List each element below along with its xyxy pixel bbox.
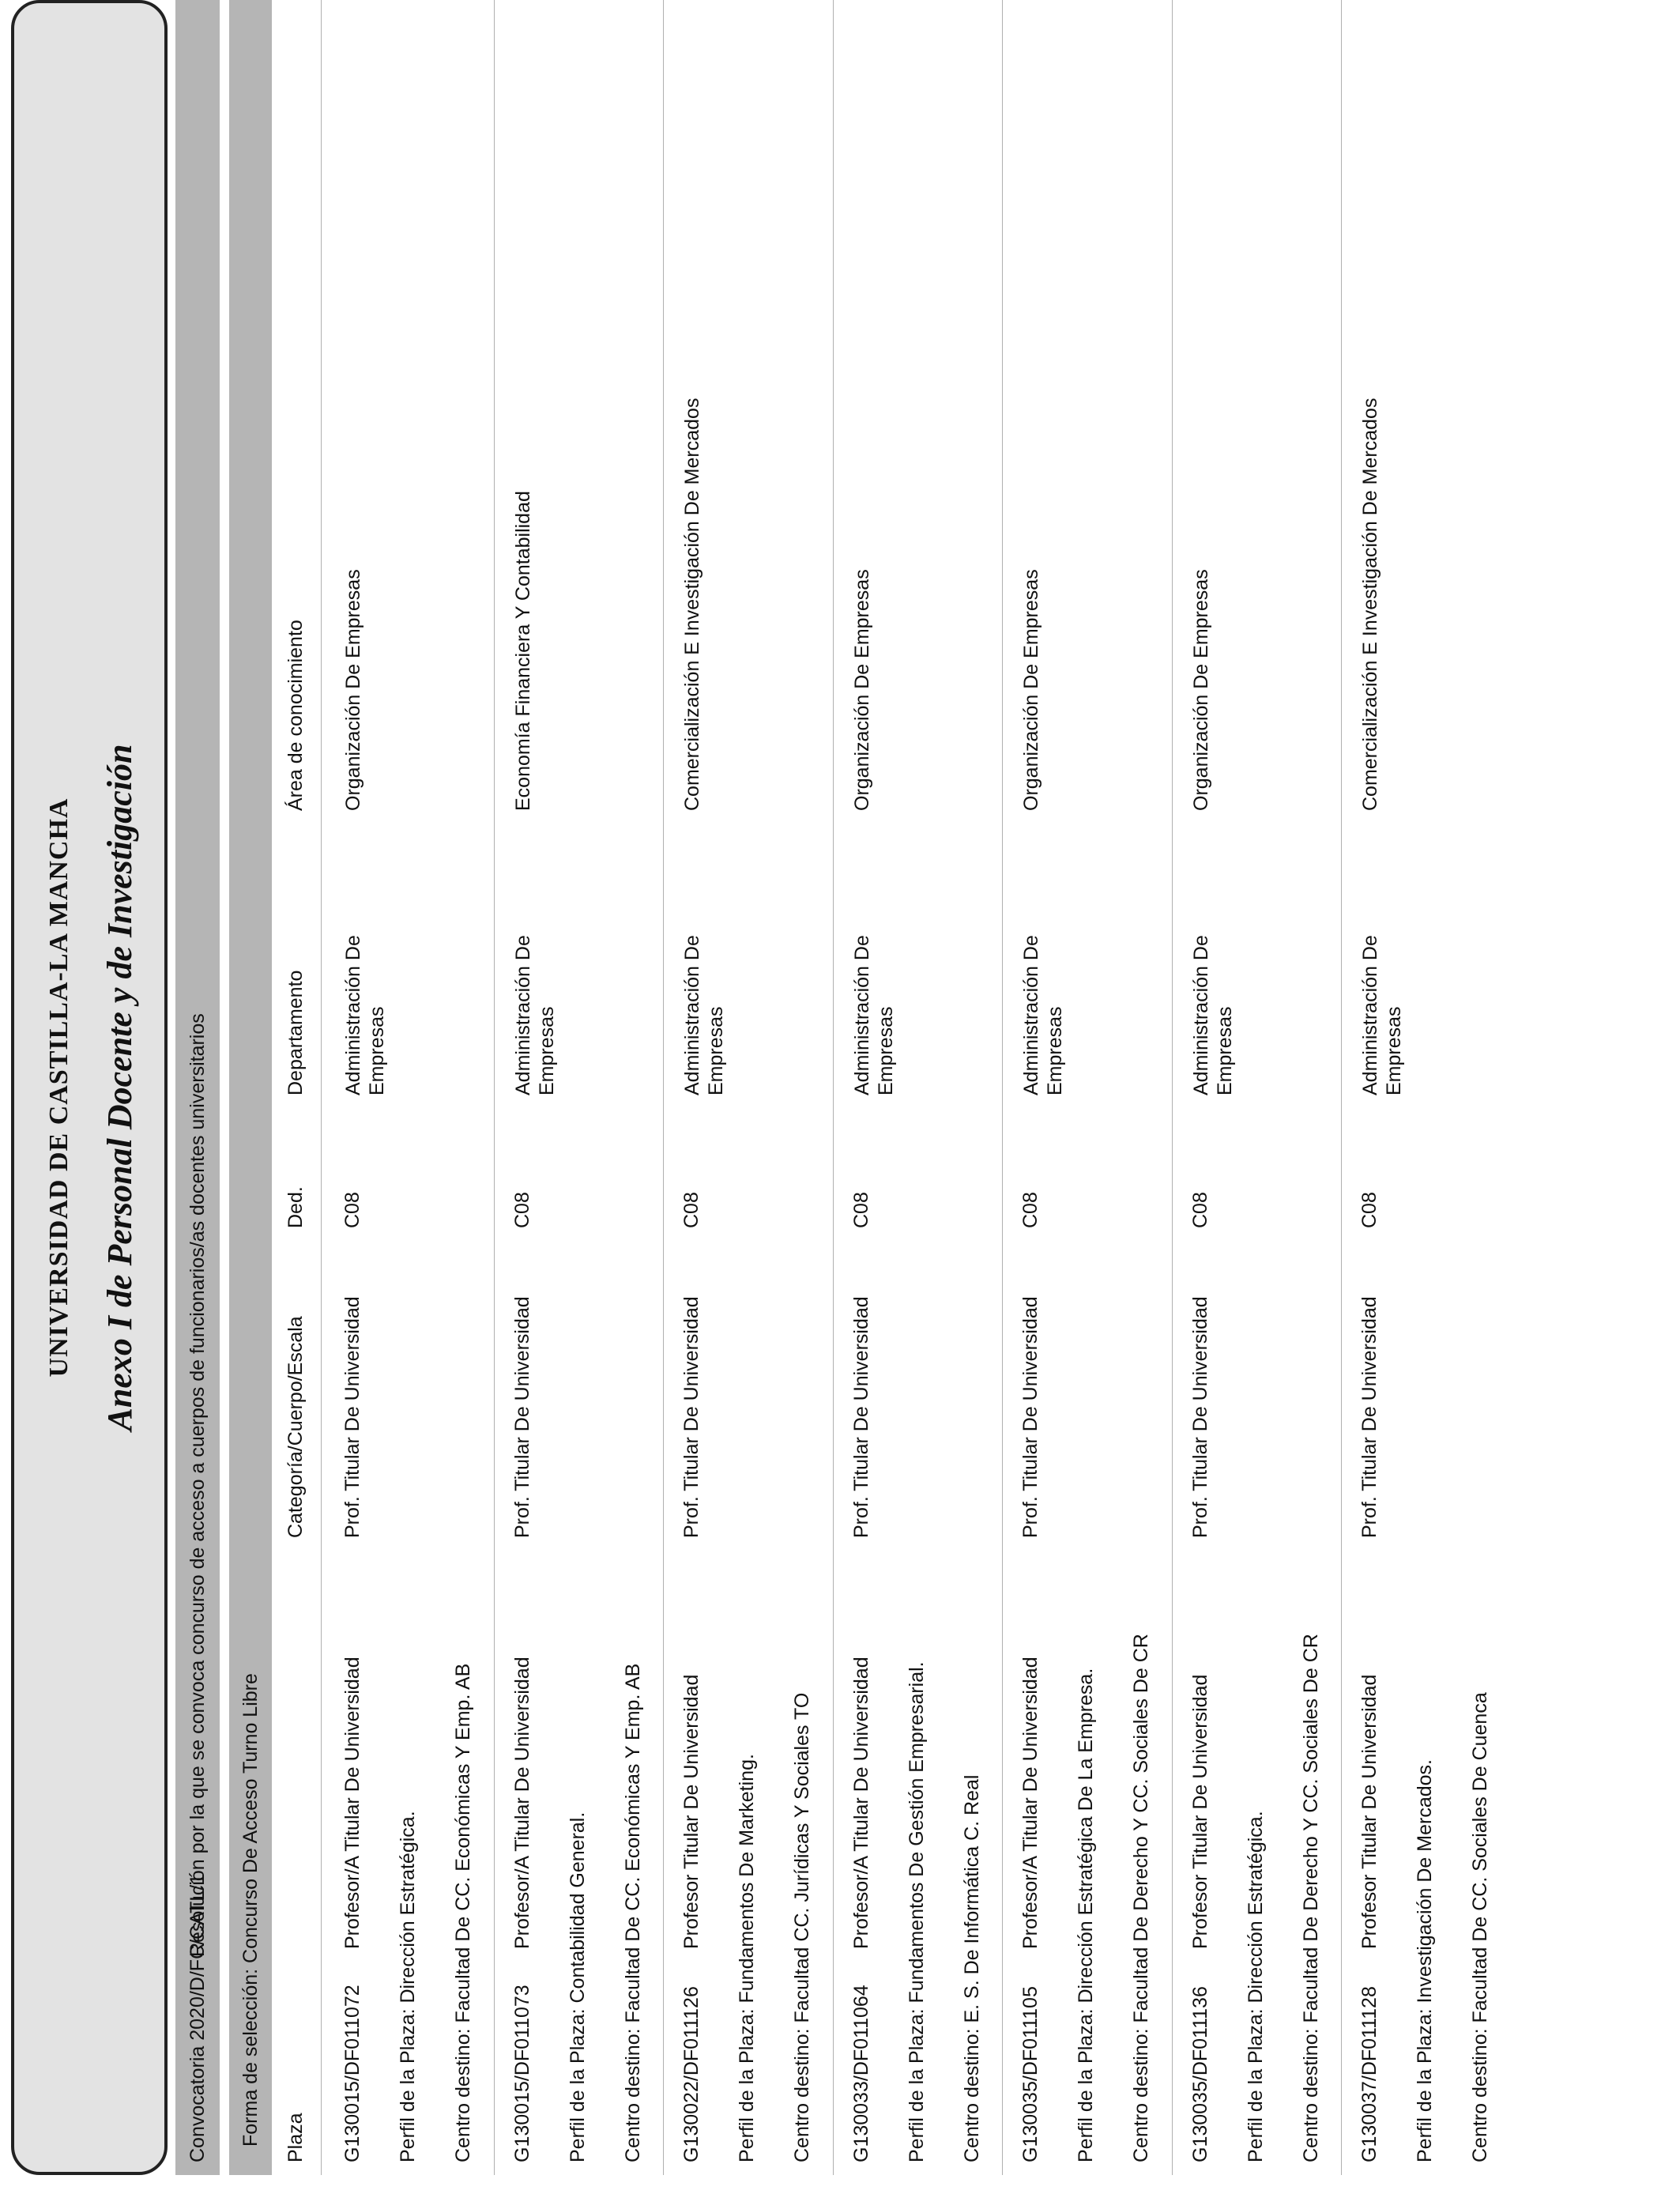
plaza-perfil: Perfil de la Plaza: Fundamentos De Marketing.: [736, 1754, 758, 2162]
annex-title: Anexo I de Personal Docente y de Investigación: [100, 744, 139, 1431]
convocatoria-reference: Convocatoria 2020/D/FC/CATL/1: [186, 1874, 209, 2162]
plaza-area: Organización De Empresas: [1020, 569, 1042, 811]
column-header-departamento: Departamento: [284, 970, 307, 1095]
plaza-dedicacion: C08: [510, 1192, 533, 1228]
plaza-categoria: Prof. Titular De Universidad: [849, 1296, 872, 1538]
header-box: [11, 0, 168, 2175]
plaza-dedicacion: C08: [1358, 1192, 1381, 1228]
plaza-centro: Centro destino: Facultad De CC. Económicas Y Emp. AB: [621, 1663, 644, 2162]
plaza-centro: Centro destino: E. S. De Informática C. Real: [960, 1774, 983, 2162]
plaza-categoria: Prof. Titular De Universidad: [1188, 1296, 1211, 1538]
plaza-area: Economía Financiera Y Contabilidad: [511, 491, 534, 811]
convocatoria-band: [175, 0, 220, 2175]
plaza-area: Organización De Empresas: [1189, 569, 1212, 811]
plaza-area: Comercialización E Investigación De Mercados: [681, 398, 703, 811]
plaza-denominacion: Profesor/A Titular De Universidad: [341, 1657, 363, 1949]
plaza-categoria: Prof. Titular De Universidad: [1019, 1296, 1042, 1538]
selection-form: Forma de selección: Concurso De Acceso Turno Libre: [239, 1673, 262, 2147]
plaza-perfil: Perfil de la Plaza: Contabilidad General.: [566, 1811, 589, 2162]
row-divider: [1172, 0, 1173, 2175]
plaza-categoria: Prof. Titular De Universidad: [1358, 1296, 1381, 1538]
plaza-denominacion: Profesor Titular De Universidad: [1358, 1674, 1381, 1949]
plaza-denominacion: Profesor Titular De Universidad: [680, 1674, 703, 1949]
plaza-centro: Centro destino: Facultad De Derecho Y CC. Sociales De CR: [1130, 1634, 1152, 2162]
column-header-plaza: Plaza: [284, 2113, 307, 2162]
plaza-departamento: Administración De Empresas: [1189, 935, 1236, 1095]
plaza-code: G130035/DF011136: [1188, 1986, 1211, 2162]
plaza-denominacion: Profesor/A Titular De Universidad: [1019, 1657, 1042, 1949]
plaza-code: G130022/DF011126: [680, 1986, 703, 2162]
plaza-centro: Centro destino: Facultad CC. Jurídicas Y Sociales TO: [791, 1692, 813, 2162]
plaza-perfil: Perfil de la Plaza: Fundamentos De Gestión Empresarial.: [905, 1661, 928, 2162]
plaza-area: Organización De Empresas: [342, 569, 364, 811]
plaza-perfil: Perfil de la Plaza: Dirección Estratégica.: [1244, 1811, 1267, 2162]
plaza-categoria: Prof. Titular De Universidad: [510, 1296, 533, 1538]
plaza-denominacion: Profesor/A Titular De Universidad: [510, 1657, 533, 1949]
column-header-categoria: Categoría/Cuerpo/Escala: [284, 1316, 307, 1538]
plaza-departamento: Administración De Empresas: [1359, 935, 1405, 1095]
row-divider: [494, 0, 495, 2175]
plaza-departamento: Administración De Empresas: [681, 935, 727, 1095]
plaza-categoria: Prof. Titular De Universidad: [341, 1296, 363, 1538]
row-divider: [1002, 0, 1003, 2175]
plaza-dedicacion: C08: [341, 1192, 363, 1228]
plaza-categoria: Prof. Titular De Universidad: [680, 1296, 703, 1538]
plaza-code: G130015/DF011073: [510, 1985, 533, 2162]
plaza-code: G130033/DF011064: [849, 1985, 872, 2162]
plaza-dedicacion: C08: [1019, 1192, 1042, 1228]
plaza-departamento: Administración De Empresas: [511, 935, 558, 1095]
plaza-code: G130015/DF011072: [341, 1985, 363, 2162]
plaza-perfil: Perfil de la Plaza: Investigación De Mercados.: [1414, 1759, 1436, 2162]
university-title: UNIVERSIDAD DE CASTILLA-LA MANCHA: [44, 797, 73, 1378]
plaza-denominacion: Profesor/A Titular De Universidad: [849, 1657, 872, 1949]
plaza-dedicacion: C08: [849, 1192, 872, 1228]
plaza-denominacion: Profesor Titular De Universidad: [1188, 1674, 1211, 1949]
plaza-code: G130035/DF011105: [1019, 1986, 1042, 2162]
header-divider: [321, 0, 322, 2175]
column-header-area: Área de conocimiento: [284, 620, 307, 811]
plaza-perfil: Perfil de la Plaza: Dirección Estratégica.: [397, 1811, 419, 2162]
plaza-code: G130037/DF011128: [1358, 1986, 1381, 2162]
plaza-area: Comercialización E Investigación De Mercados: [1359, 398, 1381, 811]
row-divider: [1341, 0, 1342, 2175]
plaza-centro: Centro destino: Facultad De Derecho Y CC. Sociales De CR: [1299, 1634, 1322, 2162]
column-header-ded: Ded.: [284, 1186, 307, 1228]
plaza-dedicacion: C08: [1188, 1192, 1211, 1228]
plaza-dedicacion: C08: [680, 1192, 703, 1228]
plaza-departamento: Administración De Empresas: [850, 935, 897, 1095]
row-divider: [663, 0, 664, 2175]
plaza-centro: Centro destino: Facultad De CC. Económicas Y Emp. AB: [452, 1663, 474, 2162]
plaza-departamento: Administración De Empresas: [342, 935, 388, 1095]
plaza-departamento: Administración De Empresas: [1020, 935, 1066, 1095]
convocatoria-resolution: Resolución por la que se convoca concurso de acceso a cuerpos de funcionarios/as docentes universitarios: [186, 1013, 209, 1957]
plaza-perfil: Perfil de la Plaza: Dirección Estratégica De La Empresa.: [1075, 1668, 1097, 2162]
row-divider: [833, 0, 834, 2175]
plaza-area: Organización De Empresas: [850, 569, 873, 811]
selection-band: [229, 0, 272, 2175]
plaza-centro: Centro destino: Facultad De CC. Sociales De Cuenca: [1469, 1692, 1491, 2162]
